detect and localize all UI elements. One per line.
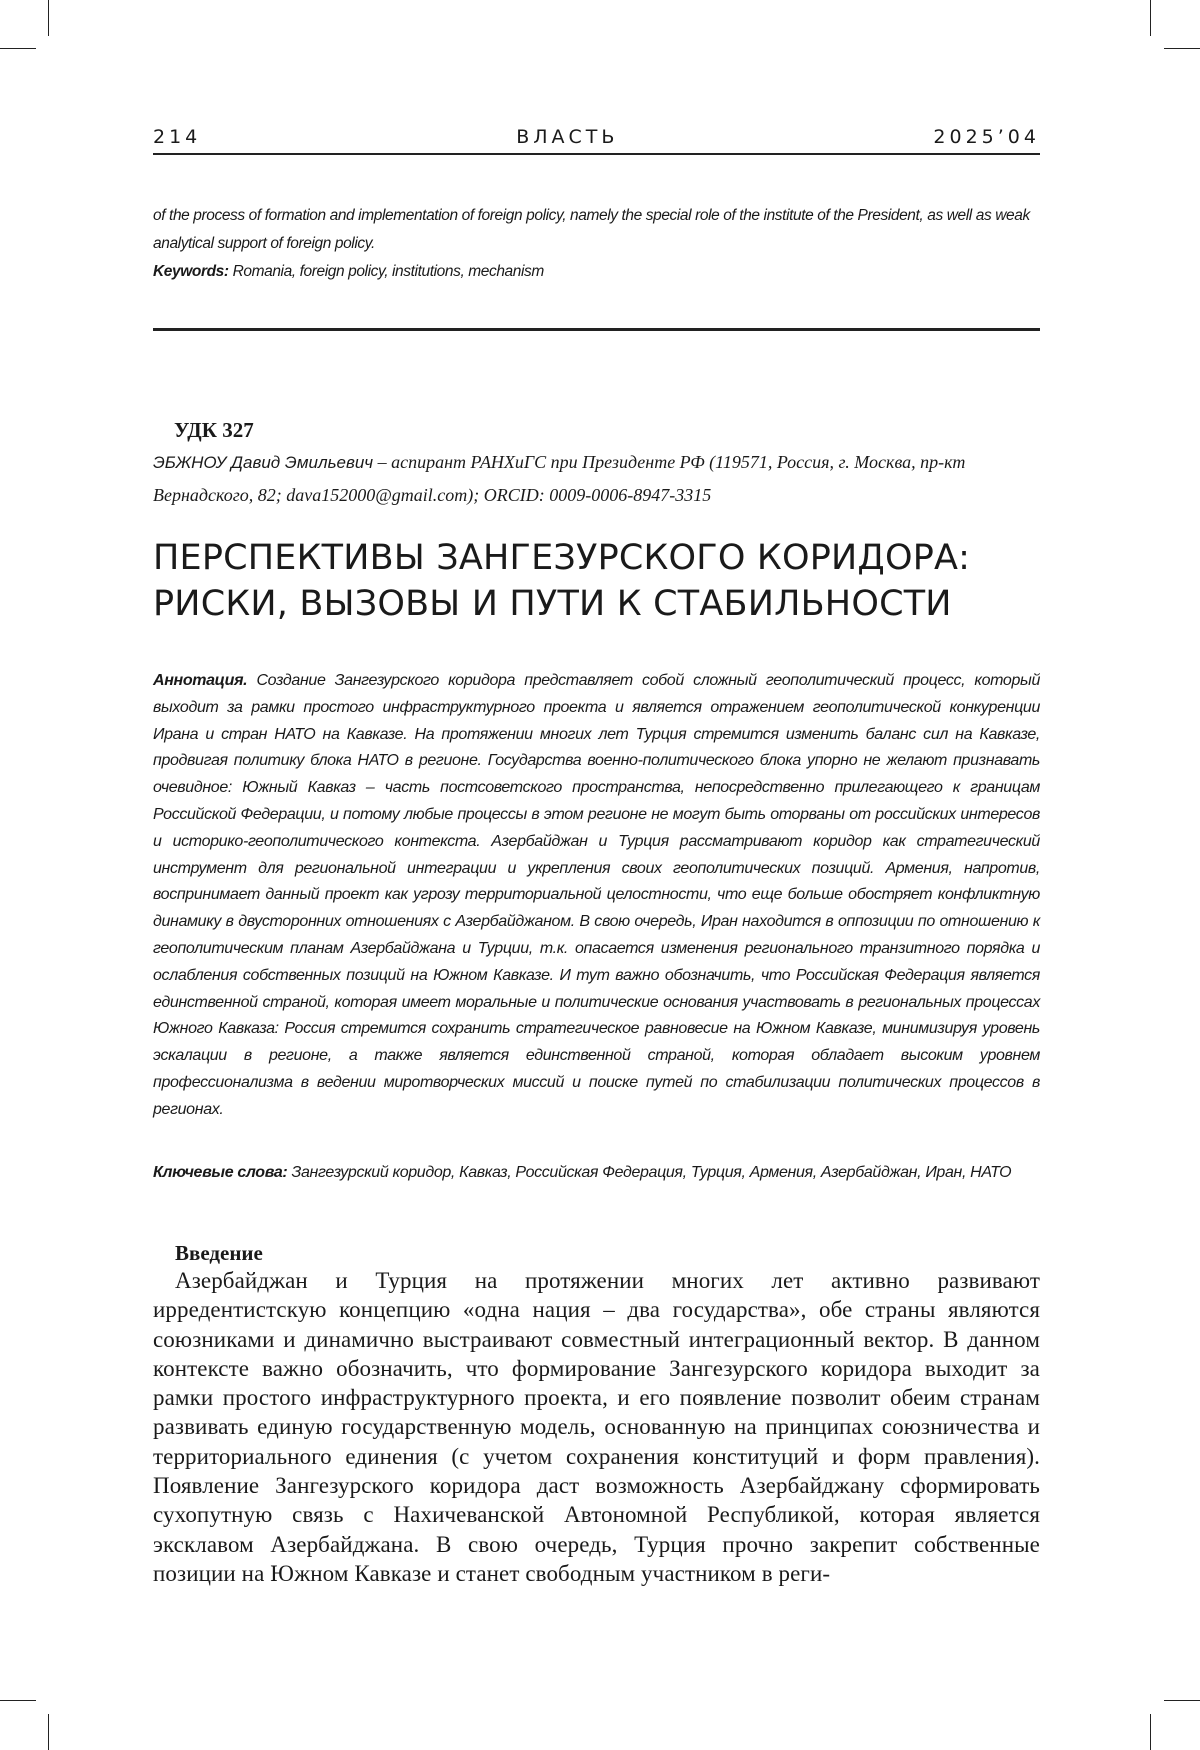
previous-article-abstract xyxy=(153,202,1040,286)
intro-paragraph: Азербайджан и Турция на протяжении многих лет активно развивают ирредентистскую концепцию «одна нация – два государства», обе страны являются союзниками и динамично выстраивают совместный интеграционный вектор. В данном контексте важно обозначить, что формирование Зангезурского коридора выходит за рамки простого инфраструктурного проекта, и его появление позволит обеим странам развивать единую государственную модель, основанную на принципах союзничества и территориального единения (с учетом сохранения конституций и форм правления). Появление Зангезурского коридора даст возможность Азербайджану сформировать сухопутную связь с Нахичеванской Автономной Республикой, которая является эксклавом Азербайджана. В свою очередь, Турция прочно закрепит собственные позиции на Южном Кавказе и станет свободным участником в реги- xyxy=(153,1268,1040,1586)
article-title xyxy=(153,535,1040,627)
abstract-text: Создание Зангезурского коридора представляет собой сложный геополитический процесс, который выходит за рамки простого инфраструктурного проекта и является отражением геополитической конкуренции Ирана и стран НАТО на Кавказе. На протяжении многих лет Турция стремится изменить баланс сил на Кавказе, продвигая политику блока НАТО в регионе. Государства военно-политического блока упорно не желают признавать очевидное: Южный Кавказ – часть постсоветского пространства, непосредственно прилегающего к границам Российской Федерации, и потому любые процессы в этом регионе не могут быть оторваны от российских интересов и историко-геополитического контекста. Азербайджан и Турция рассматривают коридор как стратегический инструмент для региональной интеграции и укрепления своих геополитических позиций. Армения, напротив, воспринимает данный проект как угрозу территориальной целостности, что еще больше обостряет конфликтную динамику в двусторонних отношениях с Азербайджаном. В свою очередь, Иран находится в оппозиции по отношению к геополитическим планам Азербайджана и Турции, т.к. опасается изменения регионального транзитного порядка и ослабления собственных позиций на Южном Кавказе. И тут важно обозначить, что Российская Федерация является единственной страной, которая имеет моральные и политические основания участвовать в региональных процессах Южного Кавказа: Россия стремится сохранить стратегическое равновесие на Южном Кавказе, минимизируя уровень эскалации в регионе, а также является единственной страной, которая обладает высоким уровнем профессионализма в ведении миротворческих миссий и поиске путей по стабилизации политических процессов в регионах. xyxy=(153,672,1040,1118)
title-line-1: ПЕРСПЕКТИВЫ ЗАНГЕЗУРСКОГО КОРИДОРА: xyxy=(153,538,971,578)
previous-keywords-text: Romania, foreign policy, institutions, mechanism xyxy=(232,263,544,280)
previous-abstract-text: of the process of formation and implementation of foreign policy, namely the special role of the institute of the President, as well as weak analytical support of foreign policy. xyxy=(153,207,1030,252)
running-head xyxy=(153,126,1040,148)
title-line-2: РИСКИ, ВЫЗОВЫ И ПУТИ К СТАБИЛЬНОСТИ xyxy=(153,584,952,624)
previous-keywords-label: Keywords: xyxy=(153,263,229,280)
issue-number: 2025’04 xyxy=(933,126,1040,148)
crop-mark xyxy=(48,1714,49,1750)
section-heading: Введение xyxy=(175,1241,263,1265)
keywords-label: Ключевые слова: xyxy=(153,1164,288,1181)
crop-mark xyxy=(0,48,36,49)
previous-keywords xyxy=(153,258,1040,286)
author-name: ЭБЖНОУ Давид Эмильевич xyxy=(153,453,374,472)
section-divider xyxy=(153,328,1040,331)
keywords-text: Зангезурский коридор, Кавказ, Российская Федерация, Турция, Армения, Азербайджан, Иран, НАТО xyxy=(291,1164,1012,1181)
crop-mark xyxy=(48,0,49,36)
keywords xyxy=(153,1160,1040,1187)
page-number: 214 xyxy=(153,126,202,148)
journal-name: ВЛАСТЬ xyxy=(516,126,619,148)
abstract-label: Аннотация. xyxy=(153,672,248,689)
crop-mark xyxy=(1164,1700,1200,1701)
author-info xyxy=(153,446,1040,511)
abstract xyxy=(153,668,1040,1124)
crop-mark xyxy=(1150,0,1151,36)
crop-mark xyxy=(1164,48,1200,49)
author-affiliation: – аспирант РАНХиГС при Президенте РФ (119571, Россия, г. Москва, пр-кт Вернадского, 82; dava152000@gmail.com); ORCID: 0009-0006-8947-3315 xyxy=(153,452,966,505)
udk-code: УДК 327 xyxy=(174,418,254,442)
crop-mark xyxy=(0,1700,36,1701)
crop-mark xyxy=(1150,1714,1151,1750)
header-rule xyxy=(153,153,1040,155)
